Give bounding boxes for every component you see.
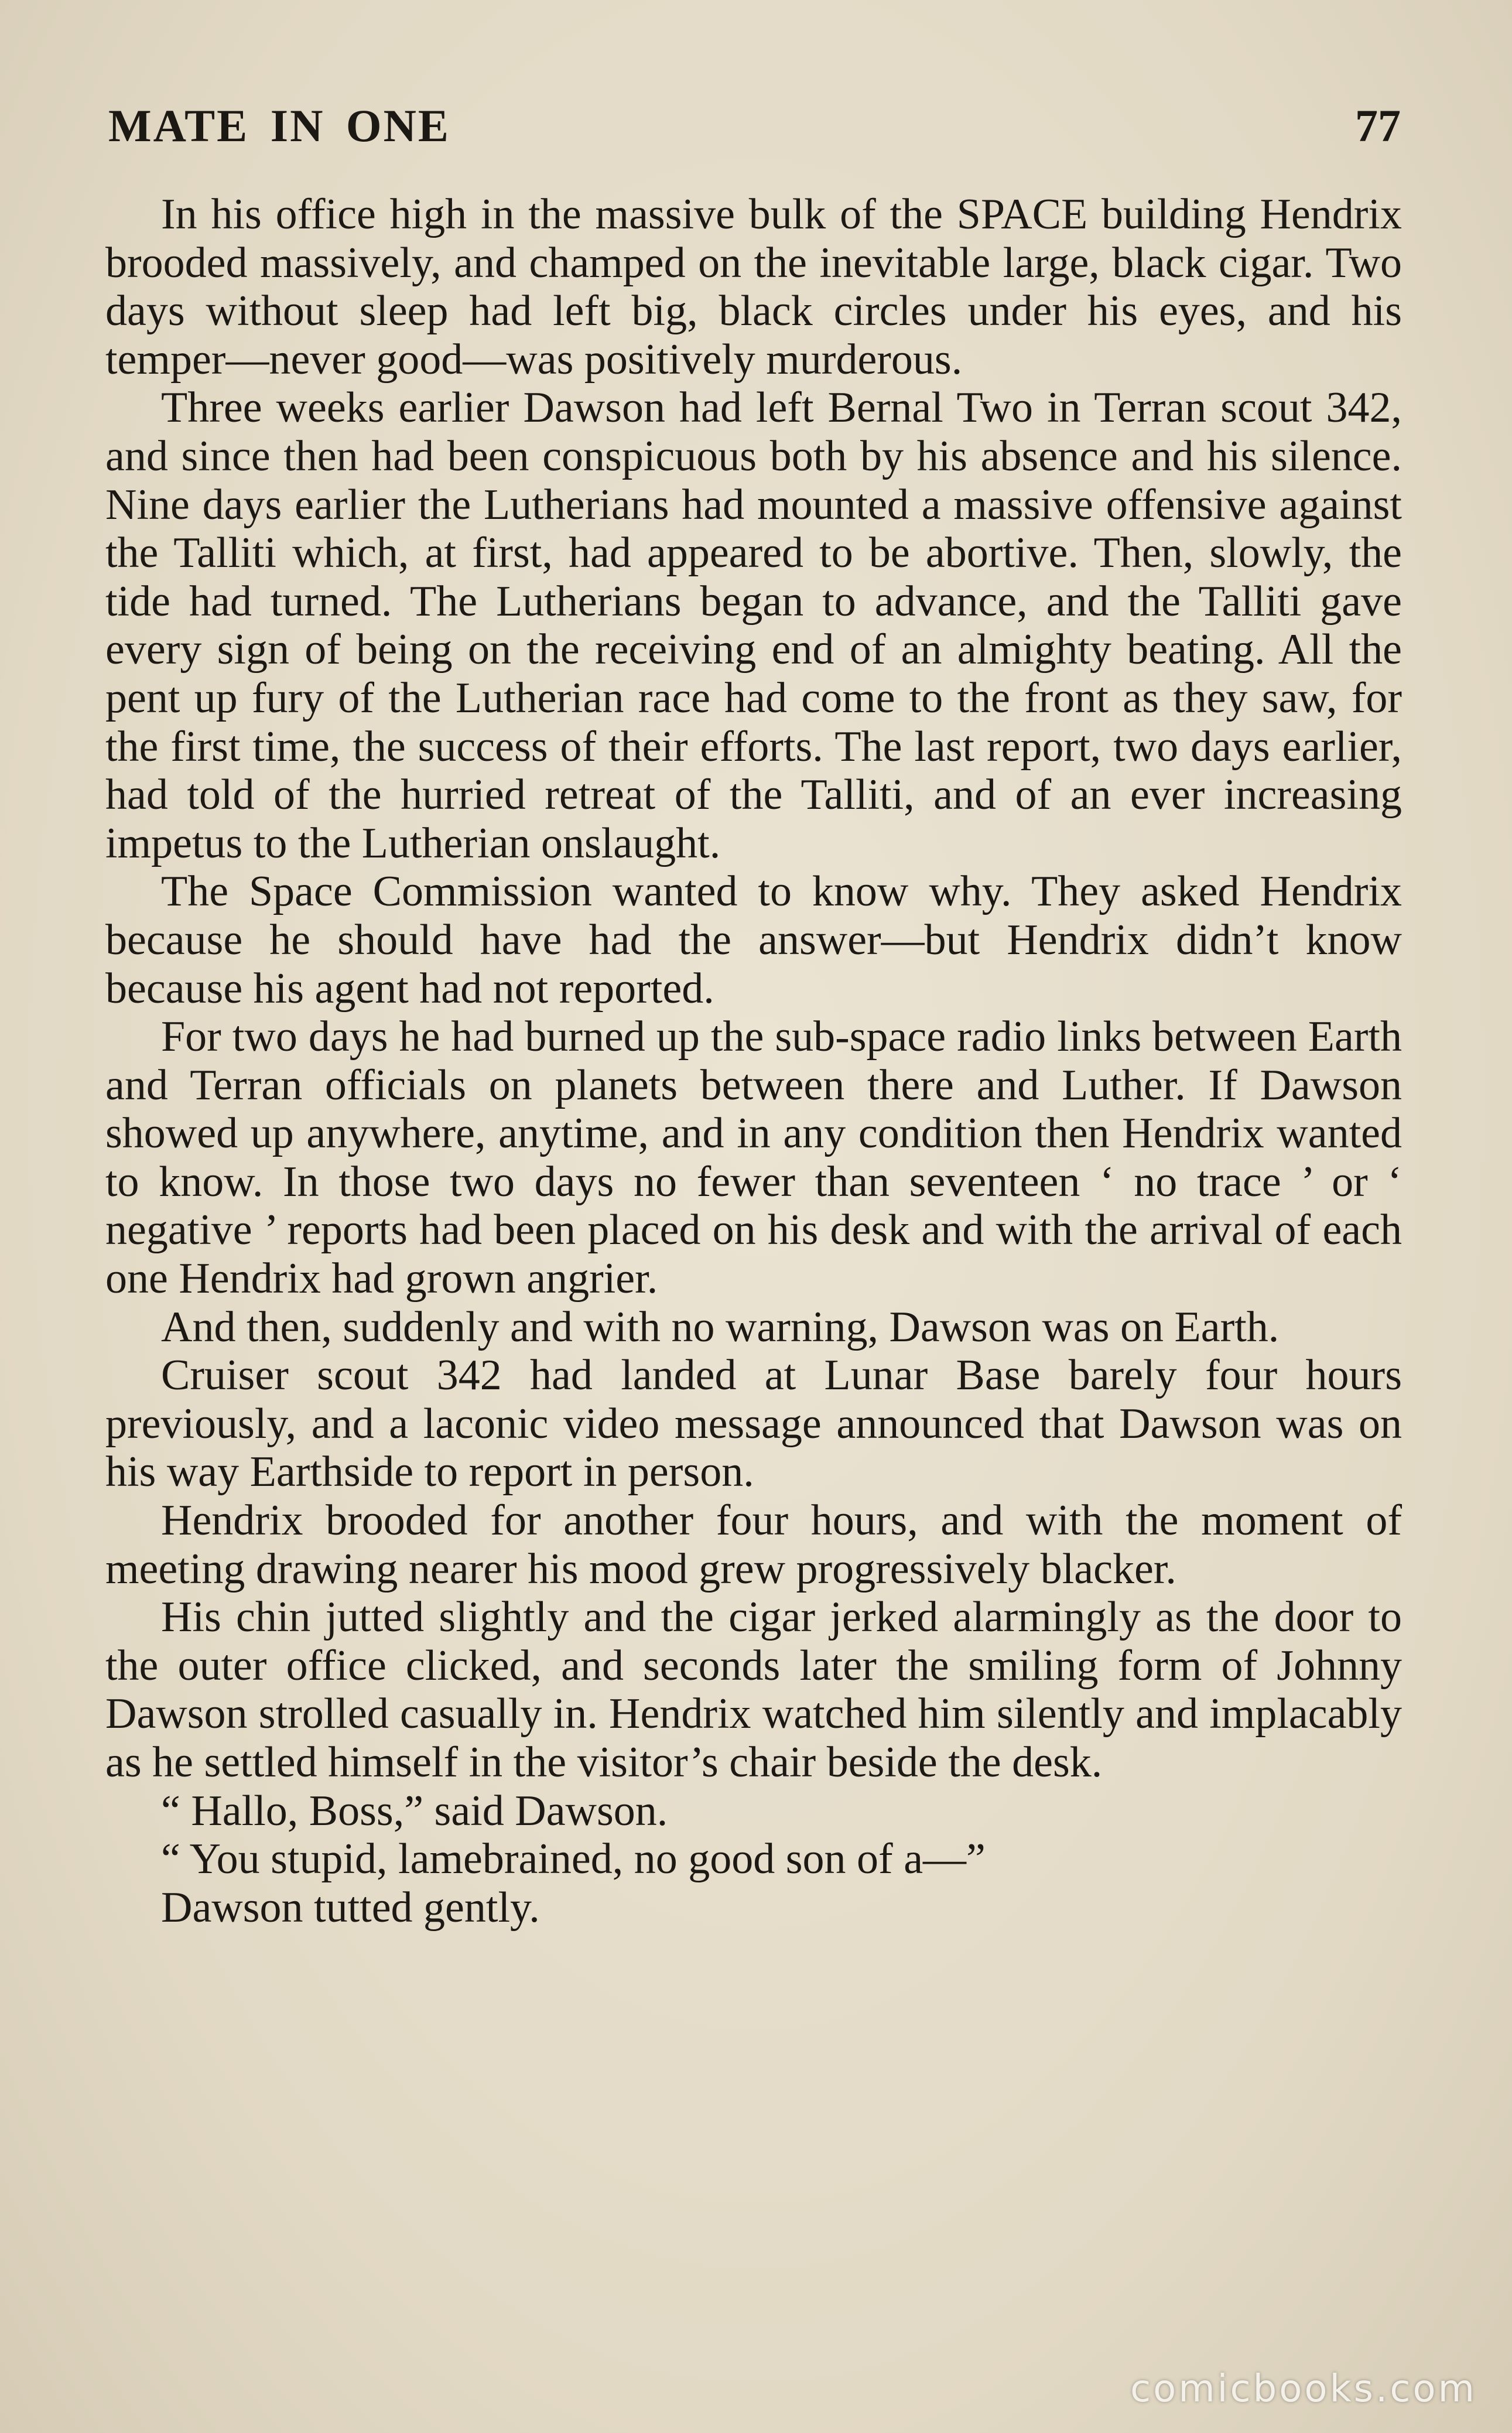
running-head: MATE IN ONE [108, 100, 450, 151]
paragraph: Cruiser scout 342 had landed at Lunar Base barely four hours previously, and a laconic video message announced that Dawson was on his way Earthside to report in person. [105, 1351, 1402, 1496]
paragraph: The Space Commission wanted to know why. They asked Hendrix because he should have had the answer—but Hendrix didn’t know because his agent had not reported. [105, 867, 1402, 1013]
story-text [105, 190, 1402, 1932]
paragraph: His chin jutted slightly and the cigar jerked alarmingly as the door to the outer office clicked, and seconds later the smiling form of Johnny Dawson strolled casually in. Hendrix watched him silently and implacably as he settled himself in the visitor’s chair beside the desk. [105, 1593, 1402, 1786]
paragraph: For two days he had burned up the sub-space radio links between Earth and Terran officials on planets between there and Luther. If Dawson showed up anywhere, anytime, and in any condition then Hendrix wanted to know. In those two days no fewer than seventeen ‘ no trace ’ or ‘ negative ’ reports had been placed on his desk and with the arrival of each one Hendrix had grown angrier. [105, 1013, 1402, 1303]
source-watermark: comicbooks.com [1130, 2367, 1477, 2411]
paragraph: Three weeks earlier Dawson had left Bernal Two in Terran scout 342, and since then had been conspicuous both by his absence and his silence. Nine days earlier the Lutherians had mounted a massive offensive against the Talliti which, at first, had appeared to be abortive. Then, slowly, the tide had turned. The Lutherians began to advance, and the Talliti gave every sign of being on the receiving end of an almighty beating. All the pent up fury of the Lutherian race had come to the front as they saw, for the first time, the success of their efforts. The last report, two days earlier, had told of the hurried retreat of the Talliti, and of an ever increasing impetus to the Lutherian onslaught. [105, 384, 1402, 867]
page-number: 77 [1355, 100, 1401, 151]
page-header [108, 88, 1401, 152]
paragraph: And then, suddenly and with no warning, Dawson was on Earth. [161, 1303, 1280, 1351]
dialogue-line: “ You stupid, lamebrained, no good son of a—” [161, 1835, 986, 1884]
paragraph: Hendrix brooded for another four hours, and with the moment of meeting drawing nearer his mood grew progressively blacker. [105, 1496, 1402, 1593]
paragraph: In his office high in the massive bulk of the SPACE building Hendrix brooded massively, and champed on the inevitable large, black cigar. Two days without sleep had left big, black circles under his eyes, and his temper—never good—was positively murderous. [105, 190, 1402, 384]
dialogue-line: “ Hallo, Boss,” said Dawson. [161, 1786, 668, 1835]
paragraph: Dawson tutted gently. [161, 1883, 540, 1932]
